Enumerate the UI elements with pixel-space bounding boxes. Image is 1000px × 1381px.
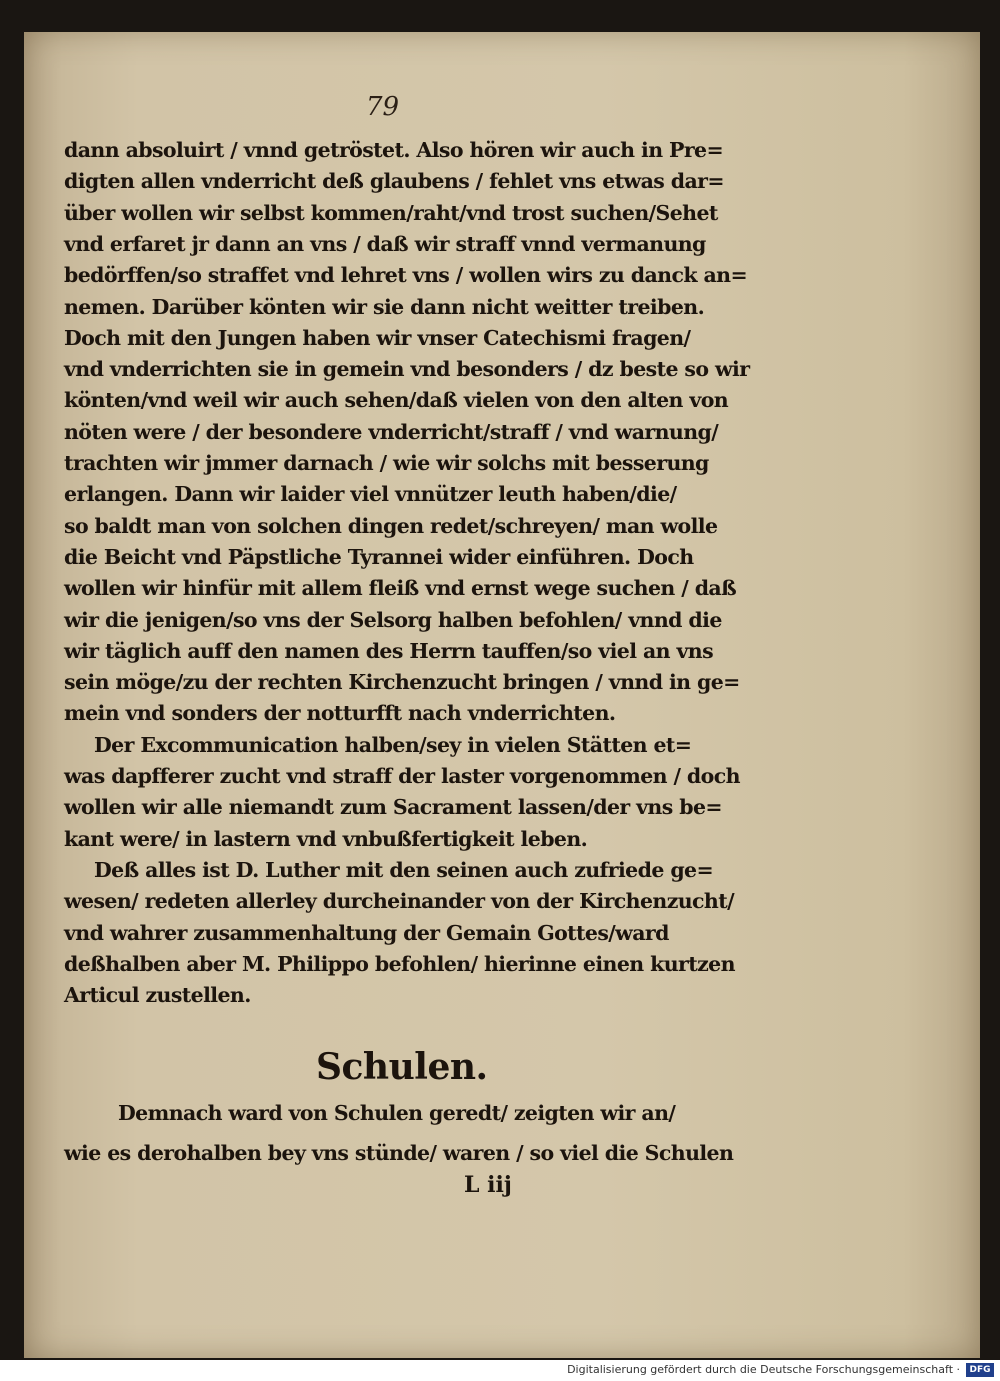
text-line: könten/vnd weil wir auch sehen/daß vielen von den alten von: [64, 388, 729, 413]
text-line: erlangen. Dann wir laider viel vnnützer leuth haben/die/: [64, 482, 677, 507]
text-line: mein vnd sonders der notturfft nach vnderrichten.: [64, 701, 616, 726]
text-line: vnd erfaret jr dann an vns / daß wir straff vnnd vermanung: [64, 231, 706, 256]
text-line: so baldt man von solchen dingen redet/schreyen/ man wolle: [64, 513, 718, 538]
text-line: sein möge/zu der rechten Kirchenzucht bringen / vnnd in ge=: [64, 670, 740, 695]
text-line: Deß alles ist D. Luther mit den seinen auch zufriede ge=: [94, 857, 714, 882]
section-heading: Schulen.: [316, 1046, 488, 1088]
dfg-logo: DFG: [966, 1363, 994, 1377]
text-line: wesen/ redeten allerley durcheinander von der Kirchenzucht/: [64, 889, 734, 914]
text-line: wir täglich auff den namen des Herrn tauffen/so viel an vns: [64, 638, 714, 663]
text-line: wollen wir hinfür mit allem fleiß vnd ernst wege suchen / daß: [64, 576, 737, 601]
footer-credit: Digitalisierung gefördert durch die Deutsche Forschungsgemeinschaft ·: [567, 1363, 960, 1376]
text-line: kant were/ in lastern vnd vnbußfertigkeit leben.: [64, 826, 588, 851]
text-line: was dapfferer zucht vnd straff der laster vorgenommen / doch: [64, 764, 740, 788]
text-line: vnd vnderrichten sie in gemein vnd besonders / dz beste so wir: [64, 357, 750, 382]
text-line: bedörffen/so straffet vnd lehret vns / wollen wirs zu danck an=: [64, 263, 748, 288]
text-line: vnd wahrer zusammenhaltung der Gemain Gottes/ward: [64, 920, 669, 945]
text-line: deßhalben aber M. Philippo befohlen/ hierinne einen kurtzen: [64, 951, 735, 976]
text-line: nöten were / der besondere vnderricht/straff / vnd warnung/: [64, 419, 719, 444]
text-line: Der Excommunication halben/sey in vielen Stätten et=: [94, 732, 692, 757]
text-line: Articul zustellen.: [64, 983, 251, 1008]
text-line: dann absoluirt / vnnd getröstet. Also hören wir auch in Pre=: [64, 138, 724, 162]
text-line: digten allen vnderricht deß glaubens / fehlet vns etwas dar=: [64, 169, 724, 194]
footer-bar: [0, 1360, 1000, 1381]
text-line: wir die jenigen/so vns der Selsorg halben befohlen/ vnnd die: [64, 607, 722, 632]
text-line: trachten wir jmmer darnach / wie wir solchs mit besserung: [64, 451, 709, 475]
text-line: wollen wir alle niemandt zum Sacrament lassen/der vns be=: [64, 795, 722, 820]
text-line: wie es derohalben bey vns stünde/ waren / so viel die Schulen: [64, 1141, 734, 1165]
text-line: Doch mit den Jungen haben wir vnser Catechismi fragen/: [64, 325, 691, 350]
text-line: Demnach ward von Schulen geredt/ zeigten wir an/: [118, 1101, 676, 1125]
text-line: nemen. Darüber könten wir sie dann nicht weitter treiben.: [64, 294, 705, 319]
text-line: über wollen wir selbst kommen/raht/vnd trost suchen/Sehet: [64, 200, 718, 225]
page-number: 79: [366, 92, 400, 122]
signature-mark: L iij: [464, 1172, 512, 1198]
text-line: die Beicht vnd Päpstliche Tyrannei wider einführen. Doch: [64, 544, 694, 569]
